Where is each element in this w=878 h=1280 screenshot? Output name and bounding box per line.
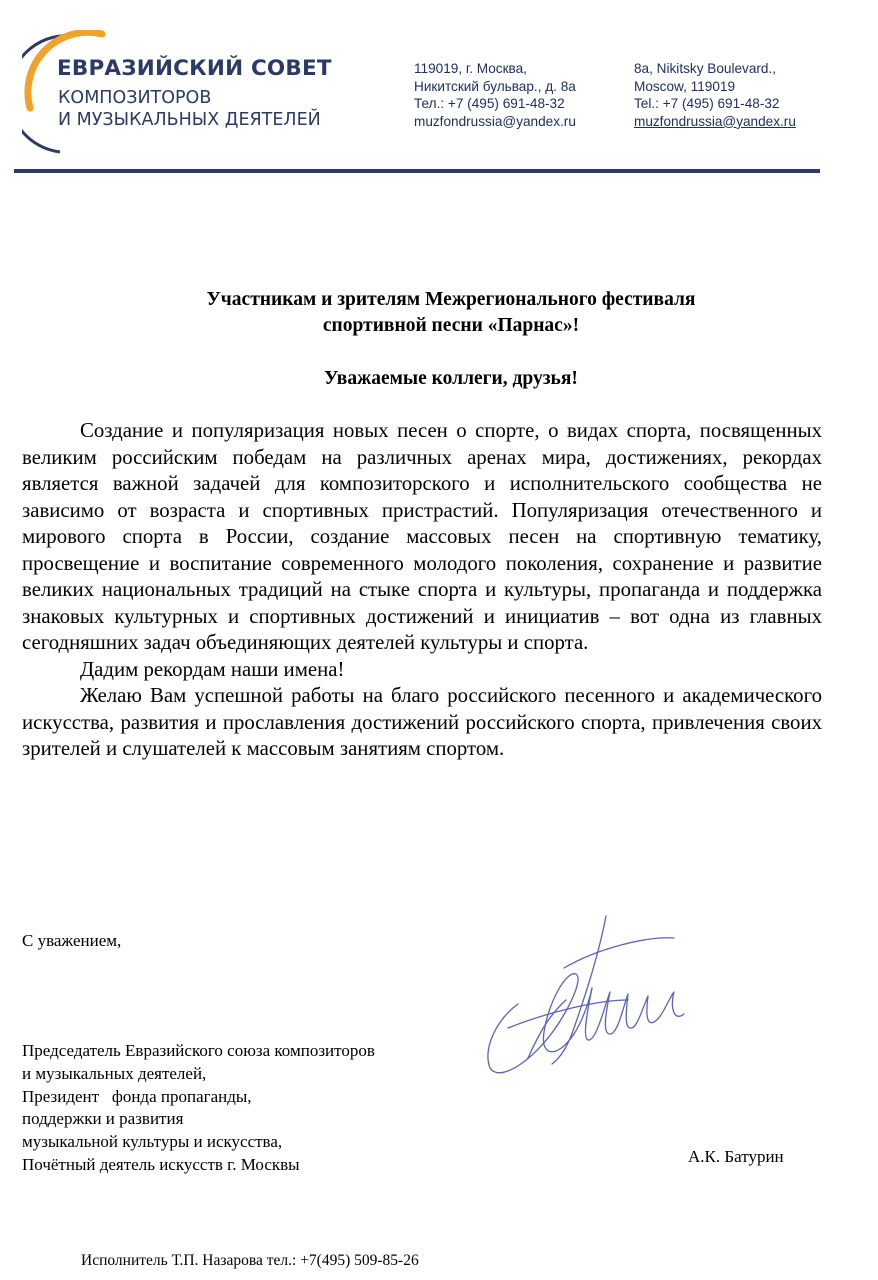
letter-body [22, 418, 822, 763]
address-line-2: Никитский бульвар., д. 8а [414, 78, 576, 94]
email-link[interactable]: muzfondrussia@yandex.ru [634, 113, 796, 129]
body-paragraph-3: Желаю Вам успешной работы на благо российского песенного и академического искусства, развития и прославления достижений российского спорта, привлечения своих зрителей и слушателей к массовым занятиям спортом. [22, 684, 822, 760]
address-line-2: Moscow, 119019 [634, 78, 736, 94]
position-line: Почётный деятель искусств г. Москвы [22, 1154, 300, 1174]
position-line: и музыкальных деятелей, [22, 1063, 207, 1083]
organization-logo [22, 30, 332, 160]
body-paragraph-2: Дадим рекордам наши имена! [80, 657, 345, 681]
logo-subtitle-1: КОМПОЗИТОРОВ [58, 88, 212, 108]
phone: Tel.: +7 (495) 691-48-32 [634, 96, 780, 112]
address-line-1: 8a, Nikitsky Boulevard., [634, 61, 777, 76]
contacts-russian [414, 60, 576, 130]
header-divider [14, 169, 820, 173]
letter-greeting: Уважаемые коллеги, друзья! [324, 368, 578, 389]
body-paragraph-1: Создание и популяризация новых песен о спорте, о видах спорта, посвященных великим российским победам на различных аренах мира, достижениях, рекордах является важной задачей для композиторского и исполнительского сообщества не зависимо от возраста и спортивных пристрастий. Популяризация отечественного и мирового спорта в России, создание массовых песен на спортивную тематику, просвещение и воспитание современного молодого поколения, сохранение и развитие великих национальных традиций на стыке спорта и культуры, пропаганда и поддержка знаковых культурных и спортивных достижений и инициатив – вот одна из главных сегодняшних задач объединяющих деятелей культуры и спорта. [22, 419, 822, 654]
position-line: музыкальной культуры и искусства, [22, 1132, 283, 1152]
contacts-english [634, 60, 796, 130]
logo-subtitle-2: И МУЗЫКАЛЬНЫХ ДЕЯТЕЛЕЙ [58, 110, 321, 130]
phone: Тел.: +7 (495) 691-48-32 [414, 96, 565, 112]
position-line: Президент фонда пропаганды, [22, 1086, 252, 1106]
letter-title-line-1: Участникам и зрителям Межрегионального фестиваля [206, 289, 696, 310]
letter-title-line-2: спортивной песни «Парнас»! [322, 315, 580, 336]
letter-title [20, 287, 878, 339]
closing: С уважением, [22, 931, 122, 950]
position-line: поддержки и развития [22, 1109, 184, 1129]
logo-title: ЕВРАЗИЙСКИЙ СОВЕТ [57, 56, 332, 81]
signer-name: А.К. Батурин [688, 1147, 784, 1166]
email: muzfondrussia@yandex.ru [414, 113, 576, 129]
executor-info: Исполнитель Т.П. Назарова тел.: +7(495) 509-85-26 [81, 1252, 419, 1269]
position-line: Председатель Евразийского союза композиторов [22, 1041, 375, 1060]
handwritten-signature [478, 908, 718, 1088]
signer-position [22, 1040, 375, 1177]
address-line-1: 119019, г. Москва, [414, 61, 527, 76]
